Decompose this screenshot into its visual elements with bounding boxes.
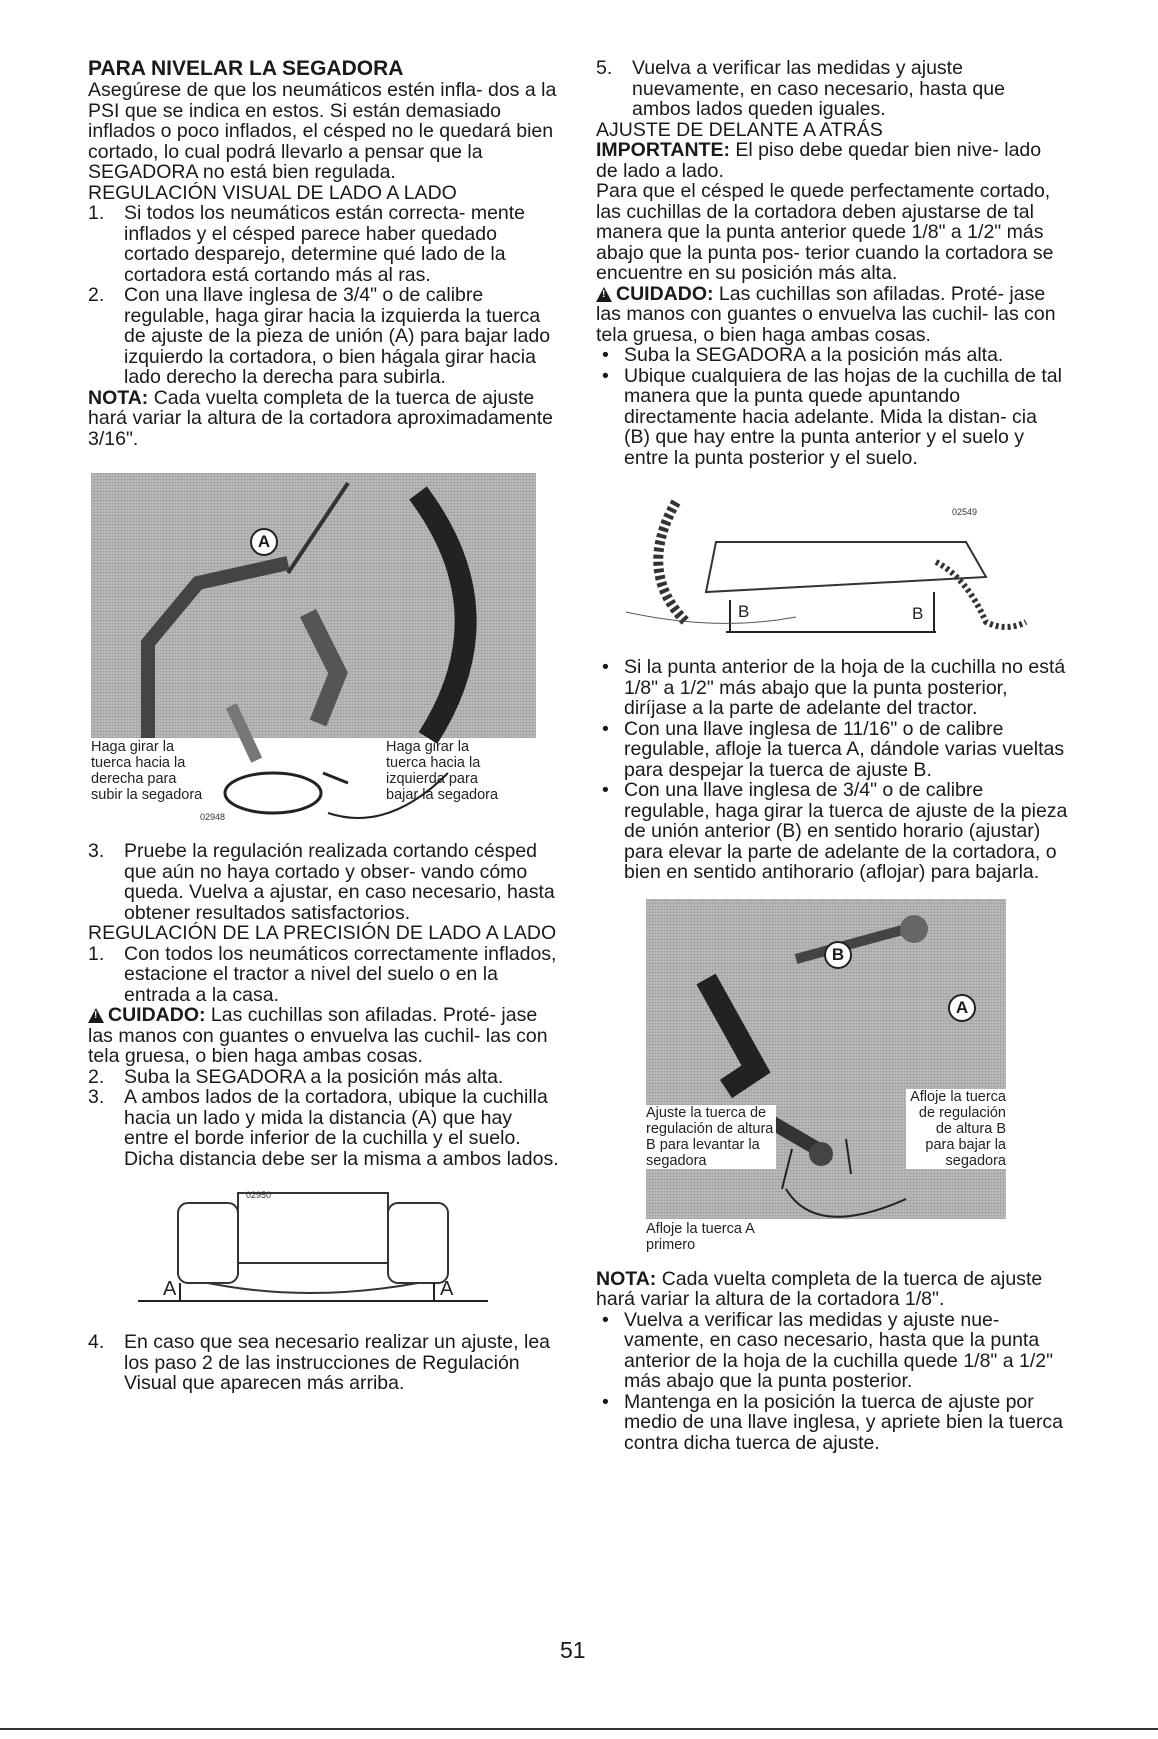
- heading-front-to-back: AJUSTE DE DELANTE A ATRÁS: [596, 118, 883, 141]
- step-visual-2: 2. Con una llave inglesa de 3/4" o de calibre regulable, haga girar hacia la izquierda la tuerca de ajuste de la pieza de unión (A) para bajar lado izquierdo la cortadora, o bien hágala girar hacia lado derecho la derecha para subirla.: [88, 284, 551, 388]
- label-b-front: B: [738, 602, 750, 621]
- important-label: IMPORTANTE:: [596, 139, 730, 161]
- step-precision-5: 5. Vuelva a verificar las medidas y ajuste nuevamente, en caso necesario, hasta que ambos lados queden iguales.: [596, 57, 1005, 120]
- note-label: NOTA:: [596, 1267, 657, 1290]
- note-paragraph: [596, 1269, 1068, 1310]
- bullet-text: Mantenga en la posición la tuerca de ajuste por medio de una llave inglesa, y apriete bien la tuerca contra dicha tuerca de ajuste.: [624, 1390, 1064, 1454]
- caption-lower: Haga girar la tuerca hacia la izquierda para bajar la segadora: [386, 739, 499, 803]
- note-text: Cada vuelta completa de la tuerca de ajuste hará variar la altura de la cortadora aproximadamente 3/16".: [88, 386, 554, 450]
- step-text: Suba la SEGADORA a la posición más alta.: [124, 1065, 504, 1088]
- bullet-position-blade: • Ubique cualquiera de las hojas de la cuchilla de tal manera que la punta quede apuntando directamente hacia adelante. Mida la distan- cia (B) que hay entre la punta anterior y el suelo y entre la punta posterior y el suelo.: [602, 364, 1062, 469]
- bullet-text: Ubique cualquiera de las hojas de la cuchilla de tal manera que la punta quede apuntando directamente hacia adelante. Mida la distan- cia (B) que hay entre la punta anterior y el suelo y entre la punta posterior y el suelo.: [624, 364, 1062, 469]
- caption-tighten-b: Ajuste la tuerca de regulación de altura B para levantar la segadora: [646, 1105, 776, 1169]
- callout-b: B: [824, 941, 852, 969]
- step-precision-1: 1. Con todos los neumáticos correctamente inflados, estacione el tractor a nivel del suelo o en la entrada a la casa.: [88, 942, 557, 1006]
- callout-a: A: [948, 994, 976, 1022]
- label-b-rear: B: [912, 604, 924, 623]
- section-title: PARA NIVELAR LA SEGADORA: [88, 57, 404, 80]
- step-text: Con una llave inglesa de 3/4" o de calibre regulable, haga girar hacia la izquierda la tuerca de ajuste de la pieza de unión (A) para bajar lado izquierdo la cortadora, o bien hágala girar hacia lado derecho la derecha para subirla.: [124, 284, 551, 388]
- bullet-hold-nut: • Mantenga en la posición la tuerca de ajuste por medio de una llave inglesa, y apriete bien la tuerca contra dicha tuerca de ajuste.: [602, 1390, 1064, 1454]
- right-column: [596, 58, 1068, 1453]
- step-text: A ambos lados de la cortadora, ubique la cuchilla hacia un lado y mida la distancia (A) que hay entre el borde inferior de la cuchilla y el suelo. Dicha distancia debe ser la misma a ambos lados.: [124, 1086, 559, 1170]
- bullet-text: Con una llave inglesa de 11/16" o de calibre regulable, afloje la tuerca A, dándole varias vueltas para despejar la tuerca de ajuste B.: [624, 717, 1065, 781]
- note-text: Cada vuelta completa de la tuerca de ajuste hará variar la altura de la cortadora 1/8".: [596, 1267, 1043, 1310]
- important-paragraph: [596, 140, 1068, 181]
- bullet-adjust-nut-b: • Con una llave inglesa de 3/4" o de calibre regulable, haga girar la tuerca de ajuste de la pieza de unión anterior (B) en sentido horario (ajustar) para elevar la parte de adelante de la cortadora, o bien en sentido antihorario (aflojar) para bajarla.: [602, 779, 1068, 883]
- caption-loosen-a: Afloje la tuerca A primero: [646, 1220, 755, 1253]
- bullet-loosen-nut-a: • Con una llave inglesa de 11/16" o de calibre regulable, afloje la tuerca A, dándole varias vueltas para despejar la tuerca de ajuste B.: [602, 717, 1065, 781]
- bullet-front-tip: • Si la punta anterior de la hoja de la cuchilla no está 1/8" a 1/2" más abajo que la punta posterior, diríjase a la parte de adelante del tractor.: [602, 656, 1066, 719]
- note-paragraph: [88, 388, 560, 450]
- figure-code: 02549: [952, 507, 978, 517]
- heading-visual-regulation: REGULACIÓN VISUAL DE LADO A LADO: [88, 181, 457, 204]
- step-precision-4: 4. En caso que sea necesario realizar un ajuste, lea los paso 2 de las instrucciones de Regulación Visual que aparecen más arriba.: [88, 1331, 551, 1394]
- step-precision-3: 3. A ambos lados de la cortadora, ubique la cuchilla hacia un lado y mida la distancia (A) que hay entre el borde inferior de la cuchilla y el suelo. Dicha distancia debe ser la misma a ambos lados.: [88, 1086, 559, 1170]
- step-precision-2: 2. Suba la SEGADORA a la posición más alta.: [88, 1065, 504, 1088]
- heading-precision-regulation: REGULACIÓN DE LA PRECISIÓN DE LADO A LADO: [88, 922, 557, 944]
- bullet-recheck: • Vuelva a verificar las medidas y ajuste nue- vamente, en caso necesario, hasta que la punta anterior de la hoja de la cuchilla quede 1/8" a 1/2" más abajo que la punta posterior.: [602, 1308, 1054, 1392]
- bullet-text: Con una llave inglesa de 3/4" o de calibre regulable, haga girar la tuerca de ajuste de la pieza de unión anterior (B) en sentido horario (ajustar) para elevar la parte de adelante de la cortadora, o bien en sentido antihorario (aflojar) para bajarla.: [624, 779, 1068, 883]
- page-number: 51: [560, 1637, 586, 1663]
- bullet-raise-mower: • Suba la SEGADORA a la posición más alta.: [602, 344, 1004, 366]
- caution-label: CUIDADO:: [616, 282, 714, 305]
- front-linkage-drawing: [596, 899, 1036, 1259]
- warning-icon: [88, 1008, 104, 1023]
- bullet-text: Suba la SEGADORA a la posición más alta.: [624, 344, 1004, 366]
- warning-icon: [596, 287, 612, 302]
- figure-front-linkage: [596, 899, 1036, 1259]
- bullet-text: Vuelva a verificar las medidas y ajuste nue- vamente, en caso necesario, hasta que la punta anterior de la hoja de la cuchilla quede 1/8" a 1/2" más abajo que la punta posterior.: [624, 1308, 1054, 1392]
- tractor-front-drawing: [88, 1183, 528, 1318]
- figure-side-measure: [88, 1183, 528, 1318]
- caution-label: CUIDADO:: [108, 1004, 206, 1026]
- step-text: Pruebe la regulación realizada cortando césped que aún no haya cortado y obser- vando cómo queda. Vuelva a ajustar, en caso necesario, hasta obtener resultados satisfactorios.: [124, 840, 555, 924]
- caption-loosen-b: Afloje la tuerca de regulación de altura B para bajar la segadora: [906, 1089, 1006, 1169]
- caution-text: Las cuchillas son afiladas. Proté- jase las manos con guantes o envuelva las cuchil- las con tela gruesa, o bien haga ambas cosas.: [596, 282, 1056, 346]
- bottom-rule: [0, 1728, 1158, 1730]
- important-text: El piso debe quedar bien nive- lado de lado a lado.: [596, 139, 1042, 182]
- caution-paragraph: [88, 1005, 560, 1067]
- step-visual-1: 1. Si todos los neumáticos están correcta- mente inflados y el césped parece haber quedado cortado desparejo, determine qué lado de la cortadora está cortando más al ras.: [88, 202, 526, 286]
- step-text: En caso que sea necesario realizar un ajuste, lea los paso 2 de las instrucciones de Regulación Visual que aparecen más arriba.: [124, 1331, 551, 1394]
- intro-paragraph: Asegúrese de que los neumáticos estén infla- dos a la PSI que se indica en estos. Si están demasiado inflados o poco inflados, el césped no le quedará bien cortado, lo cual podrá llevarlo a pensar que la SEGADORA no está bien regulada.: [88, 79, 557, 183]
- step-text: Si todos los neumáticos están correcta- mente inflados y el césped parece haber quedado cortado desparejo, determine qué lado de la cortadora está cortando más al ras.: [124, 202, 526, 286]
- note-label: NOTA:: [88, 386, 149, 409]
- callout-a: A: [250, 528, 278, 556]
- step-visual-3: 3. Pruebe la regulación realizada cortando césped que aún no haya cortado y obser- vando cómo queda. Vuelva a ajustar, en caso necesario, hasta obtener resultados satisfactorios.: [88, 840, 555, 924]
- label-a-right: A: [440, 1278, 454, 1300]
- front-back-paragraph: Para que el césped le quede perfectamente cortado, las cuchillas de la cortadora deben ajustarse de tal manera que la punta anterior quede 1/8" a 1/2" más abajo que la punta pos- terior cuando la cortadora se encuentre en su posición más alta.: [596, 180, 1054, 284]
- label-a-left: A: [163, 1278, 177, 1300]
- caution-paragraph: [596, 284, 1068, 346]
- bullet-text: Si la punta anterior de la hoja de la cuchilla no está 1/8" a 1/2" más abajo que la punta posterior, diríjase a la parte de adelante del tractor.: [624, 656, 1066, 719]
- figure-adjustment-nut: [88, 473, 538, 833]
- step-text: Con todos los neumáticos correctamente inflados, estacione el tractor a nivel del suelo o en la entrada a la casa.: [124, 942, 557, 1006]
- figure-code: 02950: [246, 1190, 272, 1200]
- figure-code: 02948: [200, 812, 226, 822]
- caption-raise: Haga girar la tuerca hacia la derecha para subir la segadora: [91, 739, 203, 803]
- step-text: Vuelva a verificar las medidas y ajuste nuevamente, en caso necesario, hasta que ambos lados queden iguales.: [632, 57, 1005, 120]
- figure-front-back-measure: [596, 482, 1036, 647]
- caution-text: Las cuchillas son afiladas. Proté- jase las manos con guantes o envuelva las cuchil- las con tela gruesa, o bien haga ambas cosas.: [88, 1004, 548, 1067]
- left-column: [88, 58, 560, 1394]
